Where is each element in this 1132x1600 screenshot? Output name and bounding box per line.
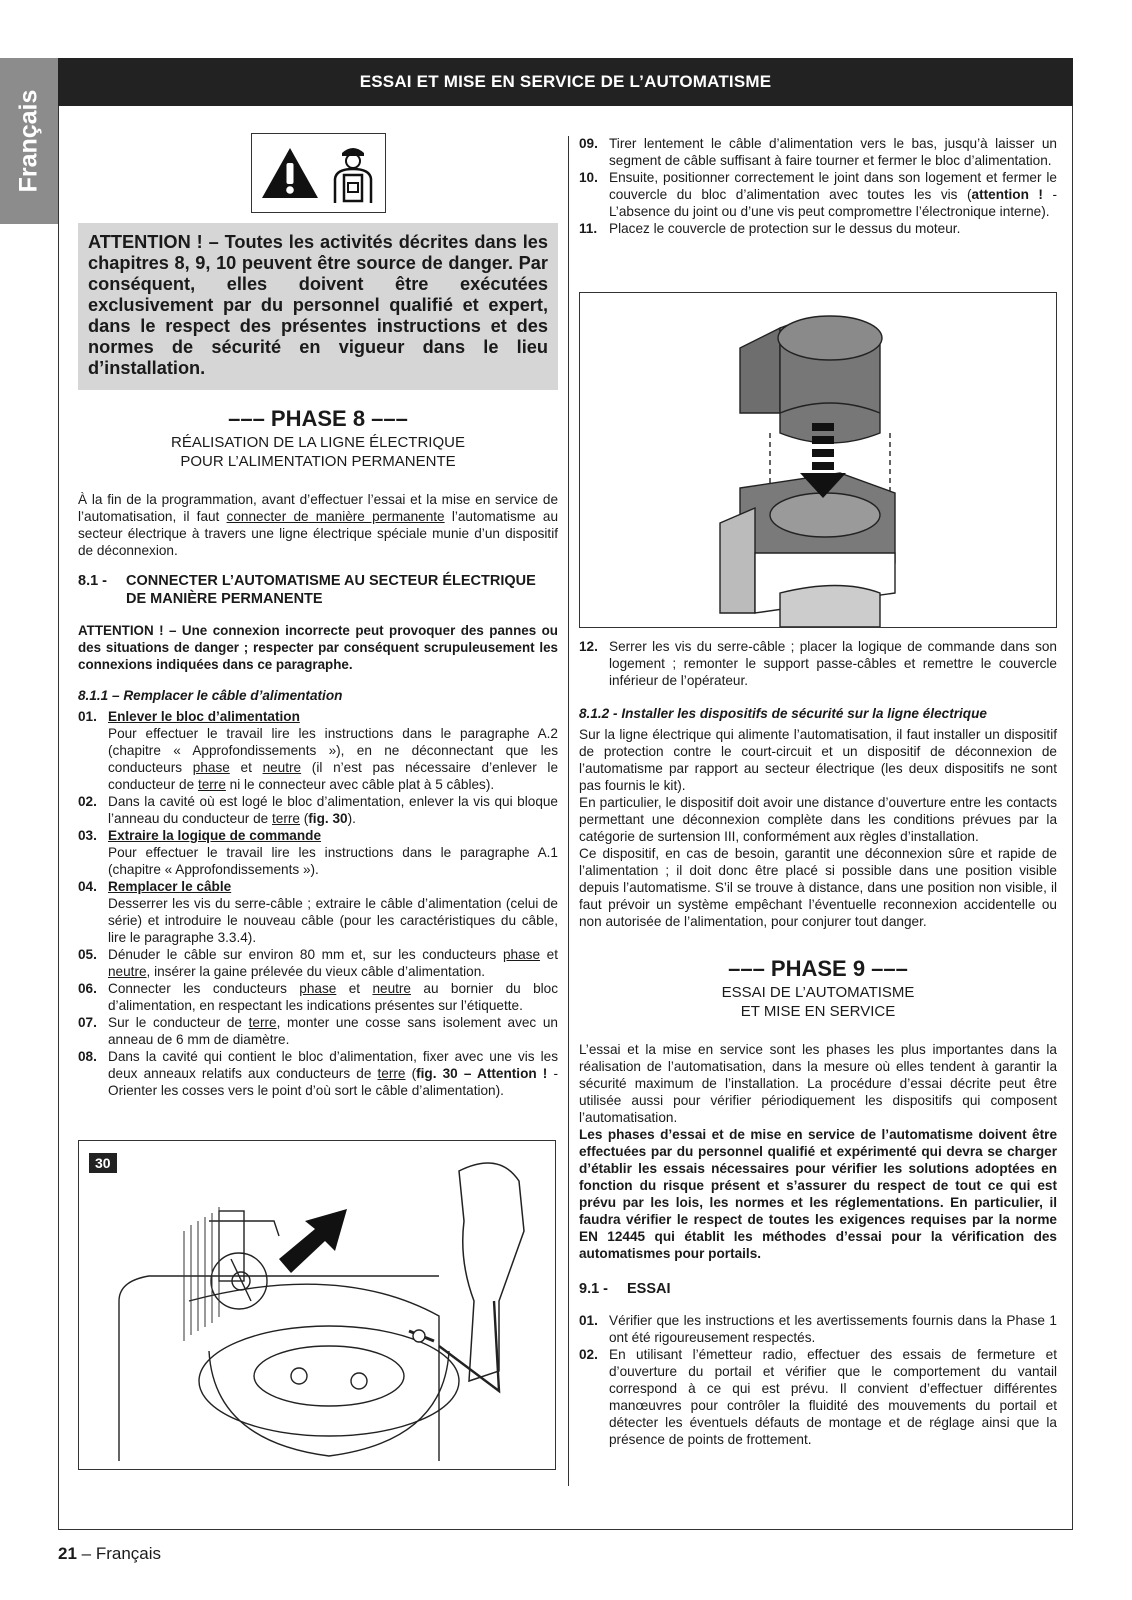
intro-text: À la fin de la programmation, avant d’effectuer l’essai et la mise en service de l’automatisation, il faut bbox=[78, 492, 558, 524]
step-number: 08. bbox=[78, 1049, 97, 1064]
s812-paragraph-3: Ce dispositif, en cas de besoin, garantit une déconnexion sûre et rapide de l’alimentation ; il doit donc être placé si possible dans une position visible depuis l’automatisme. S’il se trouve à distance, dans une position non visible, il faut prévoir un système empêchant l’éventuelle reconnexion accidentelle ou non autorisée de l’alimentation, pour conjurer tout danger. bbox=[579, 846, 1057, 929]
term-terre: terre bbox=[248, 1015, 277, 1030]
step-11 bbox=[579, 220, 1057, 237]
phase-9-title: ––– PHASE 9 ––– bbox=[728, 956, 908, 981]
term-phase: phase bbox=[299, 981, 337, 996]
step-text: Placez le couvercle de protection sur le dessus du moteur. bbox=[609, 221, 961, 236]
warning-pictogram bbox=[251, 133, 386, 213]
step-number: 12. bbox=[579, 639, 598, 654]
intro-underlined: connecter de manière permanente bbox=[226, 509, 445, 524]
section-8-1-warning: ATTENTION ! – Une connexion incorrecte peut provoquer des pannes ou des situations de danger ; respecter par conséquent scrupuleusement les connexions indiquées dans ce paragraphe. bbox=[78, 623, 558, 672]
step-text: - L’absence du joint ou d’une vis peut compromettre l’électronique interne). bbox=[609, 187, 1057, 219]
phase-8-intro bbox=[78, 491, 558, 559]
subsection-8-1-2-title: 8.1.2 - Installer les dispositifs de sécurité sur la ligne électrique bbox=[579, 706, 987, 721]
qualified-technician-icon bbox=[330, 141, 376, 205]
phase-9-subtitle-line-2: ET MISE EN SERVICE bbox=[740, 1003, 896, 1020]
left-column bbox=[78, 133, 558, 1099]
term-neutre: neutre bbox=[372, 981, 411, 996]
step-text: ( bbox=[405, 1066, 417, 1081]
cover-placement-figure bbox=[579, 292, 1057, 628]
language-tab-label: Français bbox=[14, 89, 43, 193]
step-text: Dans la cavité où est logé le bloc d’alimentation, enlever la vis qui bloque l’anneau du conducteur de bbox=[108, 794, 558, 826]
test-step-01 bbox=[579, 1312, 1057, 1346]
step-text: au bornier du bloc d’alimentation, en respectant les indications présentes sur l’étiquette. bbox=[108, 981, 559, 1013]
step-12 bbox=[579, 638, 1057, 689]
section-number: 8.1 - bbox=[78, 573, 108, 589]
page-number: 21 bbox=[58, 1544, 77, 1563]
step-text: ). bbox=[347, 811, 356, 826]
step-number: 09. bbox=[579, 136, 598, 151]
s812-paragraph-2: En particulier, le dispositif doit avoir une distance d’ouverture entre les contacts permettant une déconnexion complète dans les conditions prévues par la catégorie de surtension III, conformément aux règles d’installation. bbox=[579, 795, 1057, 844]
section-title: CONNECTER L’AUTOMATISME AU SECTEUR ÉLECTRIQUE DE MANIÈRE PERMANENTE bbox=[126, 573, 536, 607]
step-text: Dans la cavité qui contient le bloc d’alimentation, fixer avec une vis les deux anneaux relatifs aux conducteurs de bbox=[108, 1049, 558, 1081]
step-01 bbox=[78, 708, 558, 793]
step-number: 05. bbox=[78, 947, 97, 962]
phase-8-title: ––– PHASE 8 ––– bbox=[228, 406, 408, 431]
term-terre: terre bbox=[197, 777, 226, 792]
right-column bbox=[579, 135, 1057, 237]
step-heading: Enlever le bloc d’alimentation bbox=[108, 709, 300, 724]
step-number: 11. bbox=[579, 221, 598, 236]
right-column-lower bbox=[579, 638, 1057, 1448]
intro-text-end: l’automatisme au secteur électrique à travers une ligne électrique spéciale munie d’un dispositif de déconnexion. bbox=[78, 509, 558, 558]
language-tab bbox=[0, 58, 58, 224]
motor-cover-illustration bbox=[580, 293, 1056, 627]
power-supply-screw-illustration bbox=[79, 1141, 555, 1469]
step-02 bbox=[78, 793, 558, 827]
phase-8-subtitle-line-2: POUR L’ALIMENTATION PERMANENTE bbox=[180, 453, 456, 470]
attention-inline: attention ! bbox=[971, 187, 1043, 202]
phase-9-paragraph-1: L’essai et la mise en service sont les phases les plus importantes dans la réalisation de l’automatisation, dans la mesure où elles tendent à garantir la sécurité maximum de l’installation. La procédure d’essai décrite peut être utilisée aussi pour vérifier périodiquement les dispositifs qui composent l’automatisation. bbox=[579, 1042, 1057, 1125]
step-heading: Remplacer le câble bbox=[108, 879, 232, 894]
step-number: 03. bbox=[78, 828, 97, 843]
term-phase: phase bbox=[192, 760, 230, 775]
step-text: (il n’est pas nécessaire d’enlever le conducteur de bbox=[108, 760, 559, 792]
step-number: 02. bbox=[78, 794, 97, 809]
step-number: 01. bbox=[78, 709, 97, 724]
step-number: 02. bbox=[579, 1347, 598, 1362]
section-8-1-heading bbox=[78, 572, 558, 608]
step-number: 07. bbox=[78, 1015, 97, 1030]
step-07 bbox=[78, 1014, 558, 1048]
section-number: 9.1 - bbox=[579, 1281, 609, 1297]
page-footer bbox=[58, 1544, 161, 1564]
step-06 bbox=[78, 980, 558, 1014]
direction-arrow bbox=[279, 1209, 347, 1273]
step-text: Pour effectuer le travail lire les instructions dans le paragraphe A.1 (chapitre « Approfondissements »). bbox=[108, 845, 558, 877]
term-phase: phase bbox=[502, 947, 541, 962]
step-text: Serrer les vis du serre-câble ; placer la logique de commande dans son logement ; remonter le support passe-câbles et remettre le couvercle inférieur de l’opérateur. bbox=[609, 639, 1057, 688]
step-text: Sur le conducteur de bbox=[108, 1015, 249, 1030]
step-text: Pour effectuer le travail lire les instructions dans le paragraphe A.2 (chapitre « Approfondissements »), en ne déconnectant que les conducteurs bbox=[108, 726, 558, 775]
s812-paragraph-1: Sur la ligne électrique qui alimente l’automatisation, il faut installer un dispositif de protection contre le court-circuit et un dispositif de déconnexion de l’automatisme par rapport au secteur électrique (les deux dispositifs ne sont pas fournis le kit). bbox=[579, 727, 1057, 793]
step-text: Vérifier que les instructions et les avertissements fournis dans la Phase 1 ont été rigoureusement respectés. bbox=[609, 1313, 1057, 1345]
footer-separator: – bbox=[76, 1544, 96, 1563]
figure-30 bbox=[78, 1140, 556, 1470]
step-09 bbox=[579, 135, 1057, 169]
step-text: ni le connecteur avec câble plat à 5 câbles). bbox=[225, 777, 495, 792]
step-text: En utilisant l’émetteur radio, effectuer des essais de fermeture et d’ouverture du portail et vérifier que le comportement du vantail correspond à ce qui est prévu. Il convient d’effectuer différentes manœuvres pour contrôler la fluidité des mouvements du portail et détecter les éventuels défauts de montage et de réglage ainsi que la présence de points de frottement. bbox=[609, 1347, 1057, 1447]
step-text: Desserrer les vis du serre-câble ; extraire le câble d’alimentation (celui de série) et introduire le nouveau câble (pour les caractéristiques du câble, lire le paragraphe 3.3.4). bbox=[108, 896, 558, 945]
step-10 bbox=[579, 169, 1057, 220]
attention-box: ATTENTION ! – Toutes les activités décrites dans les chapitres 8, 9, 10 peuvent être source de danger. Par conséquent, elles doivent être exécutées exclusivement par du personnel qualifié et expert, dans le respect des présentes instructions et des normes de sécurité en vigueur dans le lieu d’installation. bbox=[78, 223, 558, 390]
step-text: ( bbox=[299, 811, 309, 826]
step-text: , monter une cosse sans isolement avec un anneau de 6 mm de diamètre. bbox=[108, 1015, 558, 1047]
danger-triangle-icon bbox=[260, 146, 320, 200]
term-terre: terre bbox=[377, 1066, 406, 1081]
step-text: - Orienter les cosses vers le point d’où sort le câble d’alimentation). bbox=[108, 1066, 558, 1098]
step-number: 10. bbox=[579, 170, 598, 185]
subsection-8-1-1-title: 8.1.1 – Remplacer le câble d’alimentation bbox=[78, 688, 343, 703]
step-number: 04. bbox=[78, 879, 97, 894]
figure-ref-attention: fig. 30 – Attention ! bbox=[416, 1066, 548, 1081]
phase-9-paragraph-2: Les phases d’essai et de mise en service de l’automatisme doivent être effectuées par du personnel qualifié et expérimenté qui devra se charger d’établir les essais nécessaires pour vérifier les solutions adoptées en fonction du risque présent et s’assurer du respect de tout ce qui est prévu par les lois, les normes et les réglementations. En particulier, il faudra vérifier le respect de toutes les exigences requises par la norme EN 12445 qui établit les méthodes d’essai pour la vérification des automatismes pour portails. bbox=[579, 1127, 1057, 1261]
section-title: ESSAI bbox=[627, 1281, 671, 1297]
conj: et bbox=[540, 947, 558, 962]
step-08 bbox=[78, 1048, 558, 1099]
phase-9-subtitle-line-1: ESSAI DE L’AUTOMATISME bbox=[721, 984, 915, 1001]
step-text: , insérer la gaine prélevée du vieux câble d’alimentation. bbox=[146, 964, 486, 979]
phase-8-subtitle bbox=[78, 433, 558, 471]
step-text: Connecter les conducteurs bbox=[108, 981, 300, 996]
section-9-1-heading bbox=[579, 1280, 1057, 1298]
term-terre: terre bbox=[272, 811, 300, 826]
conj: et bbox=[229, 760, 263, 775]
term-neutre: neutre bbox=[108, 964, 147, 979]
step-text: Tirer lentement le câble d’alimentation vers le bas, jusqu’à laisser un segment de câble suffisant à faire tourner et fermer le bloc d’alimentation. bbox=[609, 136, 1057, 168]
step-text: Dénuder le câble sur environ 80 mm et, sur les conducteurs bbox=[108, 947, 503, 962]
step-number: 06. bbox=[78, 981, 97, 996]
step-05 bbox=[78, 946, 558, 980]
phase-8-subtitle-line-1: RÉALISATION DE LA LIGNE ÉLECTRIQUE bbox=[171, 434, 465, 451]
page-header: ESSAI ET MISE EN SERVICE DE L’AUTOMATISME bbox=[58, 58, 1073, 106]
footer-language: Français bbox=[95, 1544, 162, 1563]
figure-number: 30 bbox=[89, 1153, 117, 1173]
figure-ref: fig. 30 bbox=[308, 811, 348, 826]
step-heading: Extraire la logique de commande bbox=[108, 828, 322, 843]
phase-9-subtitle bbox=[579, 983, 1057, 1021]
step-04 bbox=[78, 878, 558, 946]
term-neutre: neutre bbox=[262, 760, 302, 775]
conj: et bbox=[336, 981, 373, 996]
step-03 bbox=[78, 827, 558, 878]
test-step-02 bbox=[579, 1346, 1057, 1448]
step-number: 01. bbox=[579, 1313, 598, 1328]
step-text: Ensuite, positionner correctement le joint dans son logement et fermer le couvercle du bloc d’alimentation avec toutes les vis ( bbox=[609, 170, 1057, 202]
column-divider bbox=[568, 136, 569, 1486]
